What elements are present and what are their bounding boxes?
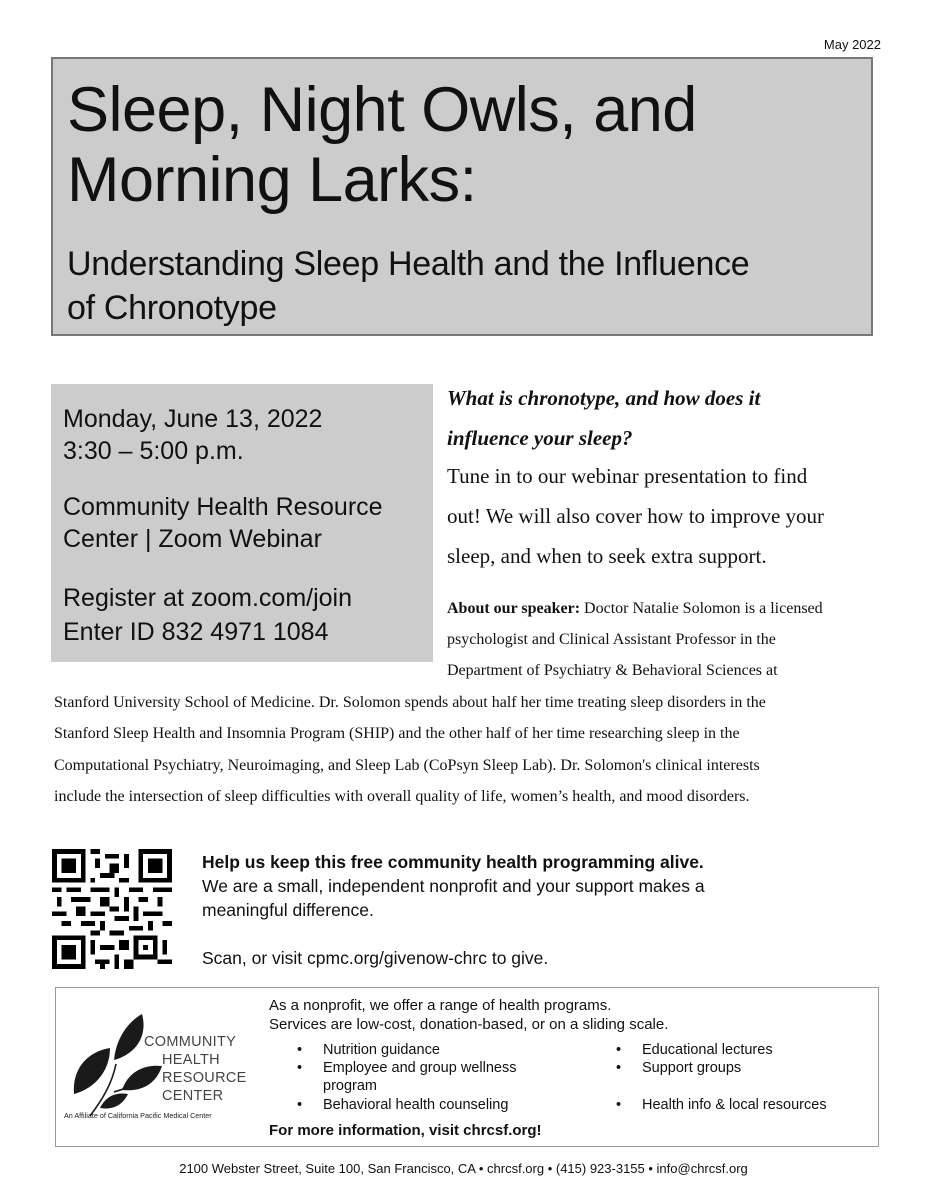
page-title bbox=[67, 75, 697, 215]
support-heading: Help us keep this free community health programming alive. bbox=[202, 852, 704, 872]
event-host-line-2: Center | Zoom Webinar bbox=[63, 525, 322, 553]
question-line-1: What is chronotype, and how does it bbox=[447, 386, 761, 410]
question-line-2: influence your sleep? bbox=[447, 426, 633, 450]
publication-date: May 2022 bbox=[823, 37, 881, 52]
program-item: • Behavioral health counseling bbox=[297, 1097, 509, 1113]
tune-line-3: sleep, and when to seek extra support. bbox=[447, 544, 767, 568]
speaker-line-3: Department of Psychiatry & Behavioral Sciences at bbox=[447, 662, 778, 679]
register-link[interactable]: Register at zoom.com/join bbox=[63, 584, 353, 612]
intro-question bbox=[447, 378, 887, 458]
bullet: • bbox=[616, 1042, 622, 1058]
bullet: • bbox=[297, 1060, 303, 1076]
meeting-id: Enter ID 832 4971 1084 bbox=[63, 618, 329, 646]
program-item: • Health info & local resources bbox=[616, 1097, 827, 1113]
support-appeal bbox=[202, 850, 822, 970]
subtitle-line-1: Understanding Sleep Health and the Influence bbox=[67, 245, 750, 283]
bullet: • bbox=[616, 1060, 622, 1076]
leaves-logo-icon bbox=[64, 1008, 252, 1132]
offer-line-2: Services are low-cost, donation-based, or on a sliding scale. bbox=[269, 1016, 669, 1033]
logo-text-line-4: CENTER bbox=[162, 1088, 224, 1104]
speaker-line-4: Stanford University School of Medicine. Dr. Solomon spends about half her time treating sleep disorders in the bbox=[54, 694, 766, 711]
speaker-label: About our speaker: bbox=[447, 600, 581, 617]
page-subtitle bbox=[67, 242, 857, 330]
bullet: • bbox=[297, 1097, 303, 1113]
logo-affiliate: An Affiliate of California Pacific Medical Center bbox=[64, 1111, 212, 1120]
programs-intro bbox=[269, 996, 668, 1034]
logo-text-line-3: RESOURCE bbox=[162, 1070, 247, 1086]
event-day: Monday, June 13, 2022 bbox=[63, 405, 323, 433]
event-details-box bbox=[51, 384, 433, 662]
program-item: • Employee and group wellness bbox=[297, 1060, 517, 1076]
address-footer: 2100 Webster Street, Suite 100, San Francisco, CA • chrcsf.org • (415) 923-3155 • info@chrcsf.org bbox=[179, 1161, 748, 1176]
support-line-2: meaningful difference. bbox=[202, 900, 374, 920]
tune-line-2: out! We will also cover how to improve your bbox=[447, 504, 825, 528]
event-host-line-1: Community Health Resource bbox=[63, 493, 383, 521]
offer-line-1: As a nonprofit, we offer a range of health programs. bbox=[269, 997, 612, 1014]
speaker-line-2: psychologist and Clinical Assistant Professor in the bbox=[447, 631, 776, 648]
title-line-2: Morning Larks: bbox=[67, 145, 477, 215]
title-line-1: Sleep, Night Owls, and bbox=[67, 75, 697, 145]
title-box bbox=[51, 57, 873, 336]
intro-text bbox=[447, 456, 887, 576]
logo-text-line-1: COMMUNITY bbox=[144, 1034, 237, 1050]
event-time: 3:30 – 5:00 p.m. bbox=[63, 437, 244, 465]
donate-link[interactable]: cpmc.org/givenow-chrc bbox=[307, 948, 487, 968]
more-info-link[interactable]: For more information, visit chrcsf.org! bbox=[269, 1122, 542, 1139]
bullet: • bbox=[616, 1097, 622, 1113]
speaker-line-6: Computational Psychiatry, Neuroimaging, and Sleep Lab (CoPsyn Sleep Lab). Dr. Solomon's clinical interests bbox=[54, 757, 760, 774]
support-line-1: We are a small, independent nonprofit and your support makes a bbox=[202, 876, 705, 896]
program-item: • Nutrition guidance bbox=[297, 1042, 440, 1058]
speaker-line-5: Stanford Sleep Health and Insomnia Program (SHIP) and the other half of her time researching sleep in the bbox=[54, 725, 740, 742]
footer-box bbox=[55, 987, 879, 1147]
support-scan-line: Scan, or visit cpmc.org/givenow-chrc to give. bbox=[202, 948, 549, 968]
program-item: • Support groups bbox=[616, 1060, 742, 1076]
tune-line-1: Tune in to our webinar presentation to find bbox=[447, 464, 808, 488]
program-item-continued: program bbox=[323, 1078, 377, 1094]
subtitle-line-2: of Chronotype bbox=[67, 289, 277, 327]
program-item: • Educational lectures bbox=[616, 1042, 773, 1058]
qr-code-icon[interactable] bbox=[52, 849, 172, 969]
logo-text-line-2: HEALTH bbox=[162, 1052, 220, 1068]
bullet: • bbox=[297, 1042, 303, 1058]
speaker-line-7: include the intersection of sleep difficulties with overall quality of life, women’s health, and mood disorders. bbox=[54, 788, 750, 805]
speaker-line-1: About our speaker: Doctor Natalie Solomon is a licensed bbox=[447, 600, 823, 617]
